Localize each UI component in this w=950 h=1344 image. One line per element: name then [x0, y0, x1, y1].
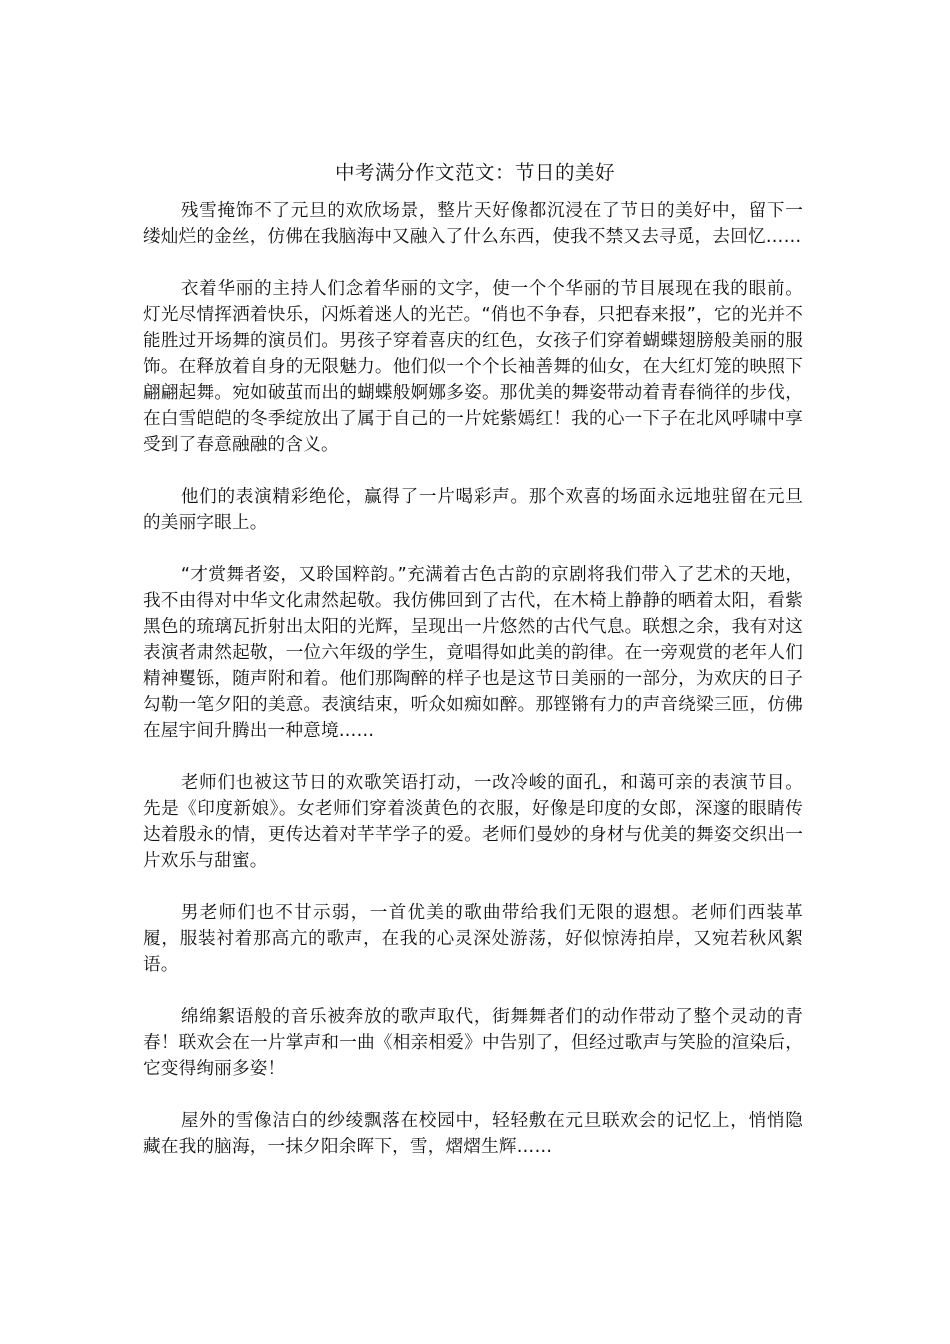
paragraph-5: 老师们也被这节日的欢歌笑语打动，一改冷峻的面孔，和蔼可亲的表演节目。先是《印度新娘》。女老师们穿着淡黄色的衣服，好像是印度的女郎，深邃的眼睛传达着殷永的情，更传达着对芊芊学子的爱。老师们曼妙的身材与优美的舞姿交织出一片欢乐与甜蜜。	[143, 773, 803, 871]
document-title: 中考满分作文范文：节日的美好	[334, 161, 615, 184]
document-body	[143, 198, 803, 1186]
paragraph-6: 男老师们也不甘示弱，一首优美的歌曲带给我们无限的遐想。老师们西装革履，服装衬着那高亢的歌声，在我的心灵深处游荡，好似惊涛拍岸，又宛若秋风絮语。	[143, 903, 803, 975]
paragraph-7: 绵绵絮语般的音乐被奔放的歌声取代，街舞舞者们的动作带动了整个灵动的青春！联欢会在一片掌声和一曲《相亲相爱》中告别了，但经过歌声与笑脸的渲染后，它变得绚丽多姿！	[143, 1007, 803, 1079]
paragraph-1: 残雪掩饰不了元旦的欢欣场景，整片天好像都沉浸在了节日的美好中，留下一缕灿烂的金丝，仿佛在我脑海中又融入了什么东西，使我不禁又去寻觅，去回忆……	[143, 201, 803, 247]
paragraph-3: 他们的表演精彩绝伦，赢得了一片喝彩声。那个欢喜的场面永远地驻留在元旦的美丽字眼上。	[143, 487, 803, 533]
paragraph-2: 衣着华丽的主持人们念着华丽的文字，使一个个华丽的节目展现在我的眼前。灯光尽情挥洒着快乐，闪烁着迷人的光芒。“俏也不争春，只把春来报”，它的光并不能胜过开场舞的演员们。男孩子穿着喜庆的红色，女孩子们穿着蝴蝶翅膀般美丽的服饰。在释放着自身的无限魅力。他们似一个个长袖善舞的仙女，在大红灯笼的映照下翩翩起舞。宛如破茧而出的蝴蝶般婀娜多姿。那优美的舞姿带动着青春徜徉的步伐，在白雪皑皑的冬季绽放出了属于自己的一片姹紫嫣红！我的心一下子在北风呼啸中享受到了春意融融的含义。	[143, 279, 803, 455]
paragraph-4: “才赏舞者姿，又聆国粹韵。”充满着古色古韵的京剧将我们带入了艺术的天地，我不由得对中华文化肃然起敬。我仿佛回到了古代，在木椅上静静的晒着太阳，看紫黑色的琉璃瓦折射出太阳的光辉，呈现出一片悠然的古代气息。联想之余，我有对这表演者肃然起敬，一位六年级的学生，竟唱得如此美的韵律。在一旁观赏的老年人们精神矍铄，随声附和着。他们那陶醉的样子也是这节日美丽的一部分，为欢庆的日子勾勒一笔夕阳的美意。表演结束，听众如痴如醉。那铿锵有力的声音绕梁三匝，仿佛在屋宇间升腾出一种意境……	[143, 565, 803, 741]
paragraph-8: 屋外的雪像洁白的纱绫飘落在校园中，轻轻敷在元旦联欢会的记忆上，悄悄隐藏在我的脑海，一抹夕阳余晖下，雪，熠熠生辉……	[143, 1111, 803, 1157]
